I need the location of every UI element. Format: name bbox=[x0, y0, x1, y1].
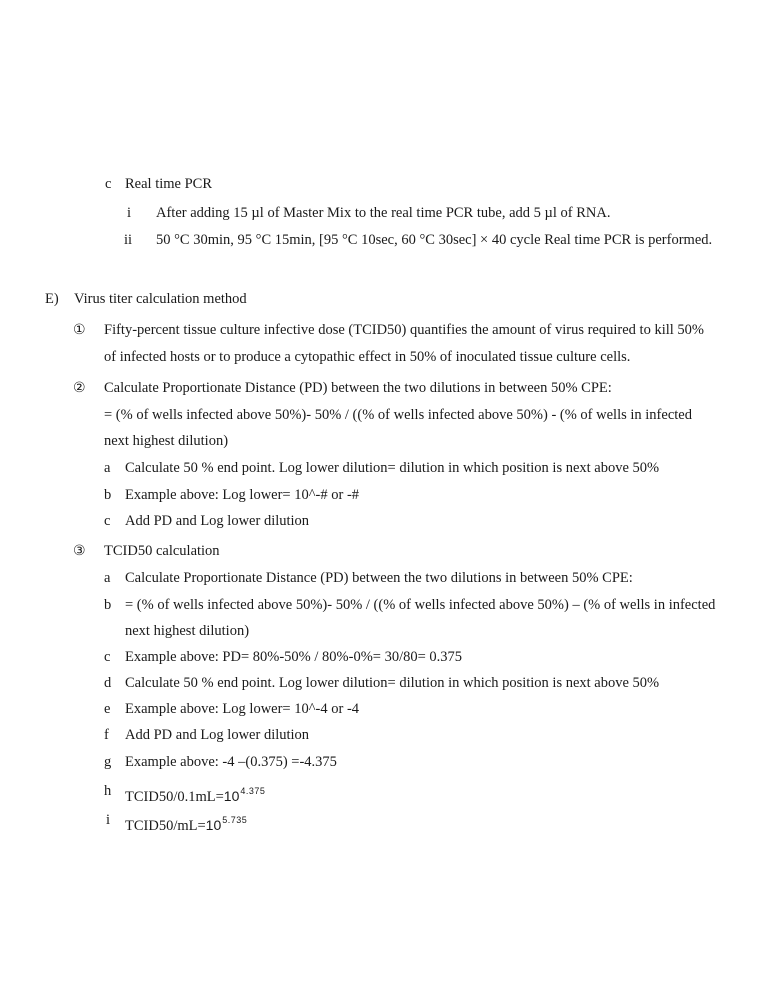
circled-number-marker: ① bbox=[73, 322, 86, 338]
list-item-continuation: next highest dilution) bbox=[125, 623, 250, 639]
section-marker: E) bbox=[45, 291, 59, 307]
list-marker: b bbox=[104, 597, 112, 613]
list-marker: b bbox=[104, 487, 112, 503]
paragraph-line: = (% of wells infected above 50%)- 50% / ((% of wells infected above 50%) - (% of wells in infected bbox=[104, 407, 692, 423]
paragraph-line: Fifty-percent tissue culture infective dose (TCID50) quantifies the amount of virus required to kill 50% bbox=[104, 322, 704, 338]
list-marker: i bbox=[106, 812, 111, 828]
list-item-text: Calculate 50 % end point. Log lower dilution= dilution in which position is next above 50% bbox=[125, 675, 660, 691]
list-item-text: Example above: Log lower= 10^-4 or -4 bbox=[125, 701, 360, 717]
list-marker: c bbox=[105, 176, 112, 192]
list-item-text: After adding 15 µl of Master Mix to the real time PCR tube, add 5 µl of RNA. bbox=[156, 205, 611, 221]
circled-number-marker: ② bbox=[73, 380, 86, 396]
list-marker: i bbox=[127, 205, 132, 221]
list-item-text: Calculate Proportionate Distance (PD) between the two dilutions in between 50% CPE: bbox=[125, 570, 633, 586]
formula-prefix: TCID50/mL= bbox=[125, 818, 206, 834]
item-title: TCID50 calculation bbox=[104, 543, 220, 559]
list-item-text: Add PD and Log lower dilution bbox=[125, 513, 310, 529]
list-item-text: Calculate 50 % end point. Log lower dilution= dilution in which position is next above 50% bbox=[125, 460, 660, 476]
list-item-text: 50 °C 30min, 95 °C 15min, [95 °C 10sec, 60 °C 30sec] × 40 cycle Real time PCR is performed. bbox=[156, 232, 713, 248]
paragraph-line: Calculate Proportionate Distance (PD) between the two dilutions in between 50% CPE: bbox=[104, 380, 612, 396]
list-item-text: Add PD and Log lower dilution bbox=[125, 727, 310, 743]
list-marker: d bbox=[104, 675, 112, 691]
list-item-text: Example above: Log lower= 10^-# or -# bbox=[125, 487, 360, 503]
circled-number-marker: ③ bbox=[73, 543, 86, 559]
list-marker: e bbox=[104, 701, 111, 717]
list-marker: a bbox=[104, 570, 111, 586]
list-marker: a bbox=[104, 460, 111, 476]
list-item-text: Example above: -4 –(0.375) =-4.375 bbox=[125, 754, 337, 770]
list-marker: f bbox=[104, 727, 109, 743]
formula-exponent: 4.375 bbox=[240, 786, 266, 796]
formula-tcid50-per-ml bbox=[125, 811, 247, 835]
formula-exponent: 5.735 bbox=[222, 815, 248, 825]
list-marker: ii bbox=[124, 232, 133, 248]
list-marker: g bbox=[104, 754, 112, 770]
formula-base: 10 bbox=[223, 788, 240, 804]
formula-tcid50-per-0.1ml bbox=[125, 782, 265, 806]
formula-base: 10 bbox=[205, 817, 222, 833]
list-marker: h bbox=[104, 783, 112, 799]
list-marker: c bbox=[104, 513, 111, 529]
formula-prefix: TCID50/0.1mL= bbox=[125, 789, 224, 805]
paragraph-line: next highest dilution) bbox=[104, 433, 229, 449]
list-item-text: Example above: PD= 80%-50% / 80%-0%= 30/80= 0.375 bbox=[125, 649, 463, 665]
section-c-title: Real time PCR bbox=[125, 176, 212, 192]
section-e-title: Virus titer calculation method bbox=[74, 291, 247, 307]
list-item-text: = (% of wells infected above 50%)- 50% / ((% of wells infected above 50%) – (% of wells in infected bbox=[125, 597, 716, 613]
paragraph-line: of infected hosts or to produce a cytopathic effect in 50% of inoculated tissue culture cells. bbox=[104, 349, 631, 365]
list-marker: c bbox=[104, 649, 111, 665]
